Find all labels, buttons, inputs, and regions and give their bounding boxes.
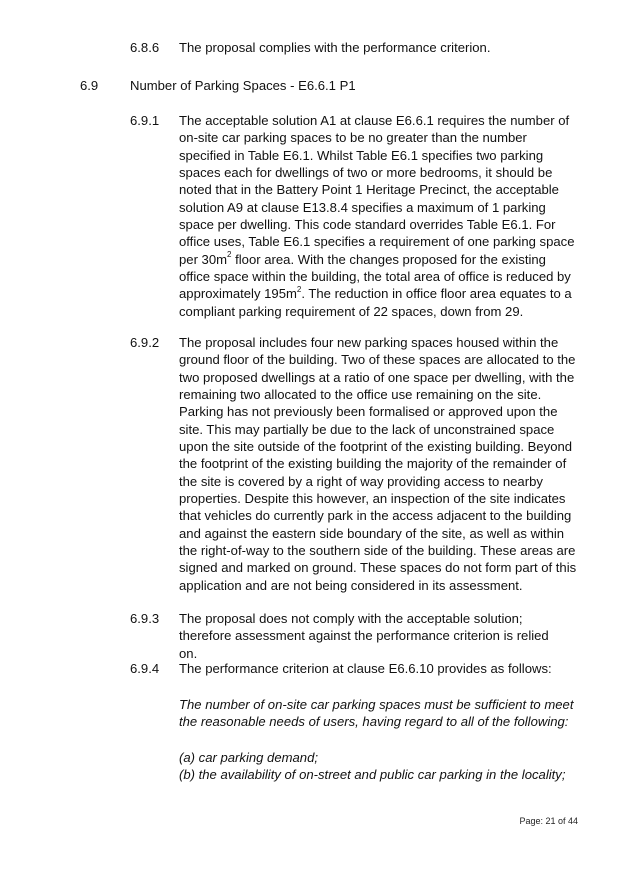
section-title: Number of Parking Spaces - E6.6.1 P1 (130, 78, 356, 93)
clause-text: The performance criterion at clause E6.6.10 provides as follows: (179, 661, 552, 676)
criterion-list-item: (a) car parking demand; (179, 750, 319, 765)
quoted-criterion: The number of on-site car parking spaces must be sufficient to meet the reasonable needs of users, having regard to all of the following: (179, 697, 574, 730)
clause-6-9-2 (0, 334, 622, 594)
clause-text-part-c: . The reduction in office floor area equates to a compliant parking requirement of 22 spaces, down from 29. (179, 286, 572, 319)
clause-6-8-6 (0, 39, 622, 57)
section-6-9-heading (0, 77, 622, 95)
clause-text: The proposal includes four new parking spaces housed within the ground floor of the building. Two of these spaces are allocated to the two proposed dwellings at a ratio of one space per dwelling, with the remaining two allocated to the office use remaining on the site. Parking has not previously been formalised or approved upon the site. This may partially be due to the lack of unconstrained space upon the site outside of the footprint of the existing building. Beyond the footprint of the existing building the majority of the remainder of the site is covered by a right of way providing access to nearby properties. Despite this however, an inspection of the site indicates that vehicles do currently park in the access adjacent to the building and against the eastern side boundary of the site, as well as within the right-of-way to the southern side of the building. These areas are signed and marked on ground. These spaces do not form part of this application and are not being considered in its assessment. (179, 335, 577, 593)
clause-text: The proposal complies with the performance criterion. (179, 40, 491, 55)
clause-6-9-4 (0, 660, 622, 790)
clause-text: The proposal does not comply with the acceptable solution; therefore assessment against the performance criterion is relied on. (179, 611, 549, 661)
clause-number: 6.9.3 (130, 611, 160, 626)
clause-number: 6.9.2 (130, 335, 160, 350)
superscript-squared: 2 (227, 250, 232, 260)
clause-text-part-b: floor area. With the changes proposed for the existing office space within the building, the total area of office is reduced by approximately 195m (179, 251, 571, 302)
clause-6-9-3 (0, 610, 622, 661)
clause-text (179, 112, 577, 320)
criterion-list-item: (b) the availability of on-street and public car parking in the locality; (179, 767, 566, 782)
clause-number: 6.9.4 (130, 661, 160, 676)
clause-number: 6.9.1 (130, 113, 160, 128)
clause-number: 6.8.6 (130, 40, 160, 55)
clause-6-9-1 (0, 112, 622, 322)
clause-text-part-a: The acceptable solution A1 at clause E6.6.1 requires the number of on-site car parking spaces to be no greater than the number specified in Table E6.1. Whilst Table E6.1 specifies two parking spaces each for dwellings of two or more bedrooms, it should be noted that in the Battery Point 1 Heritage Precinct, the acceptable solution A9 at clause E13.8.4 specifies a maximum of 1 parking space per dwelling. This code standard overrides Table E6.1. For office uses, Table E6.1 specifies a requirement of one parking space per 30m (179, 113, 575, 267)
superscript-squared: 2 (296, 285, 302, 295)
page-number: Page: 21 of 44 (519, 816, 578, 826)
section-number: 6.9 (80, 78, 99, 93)
